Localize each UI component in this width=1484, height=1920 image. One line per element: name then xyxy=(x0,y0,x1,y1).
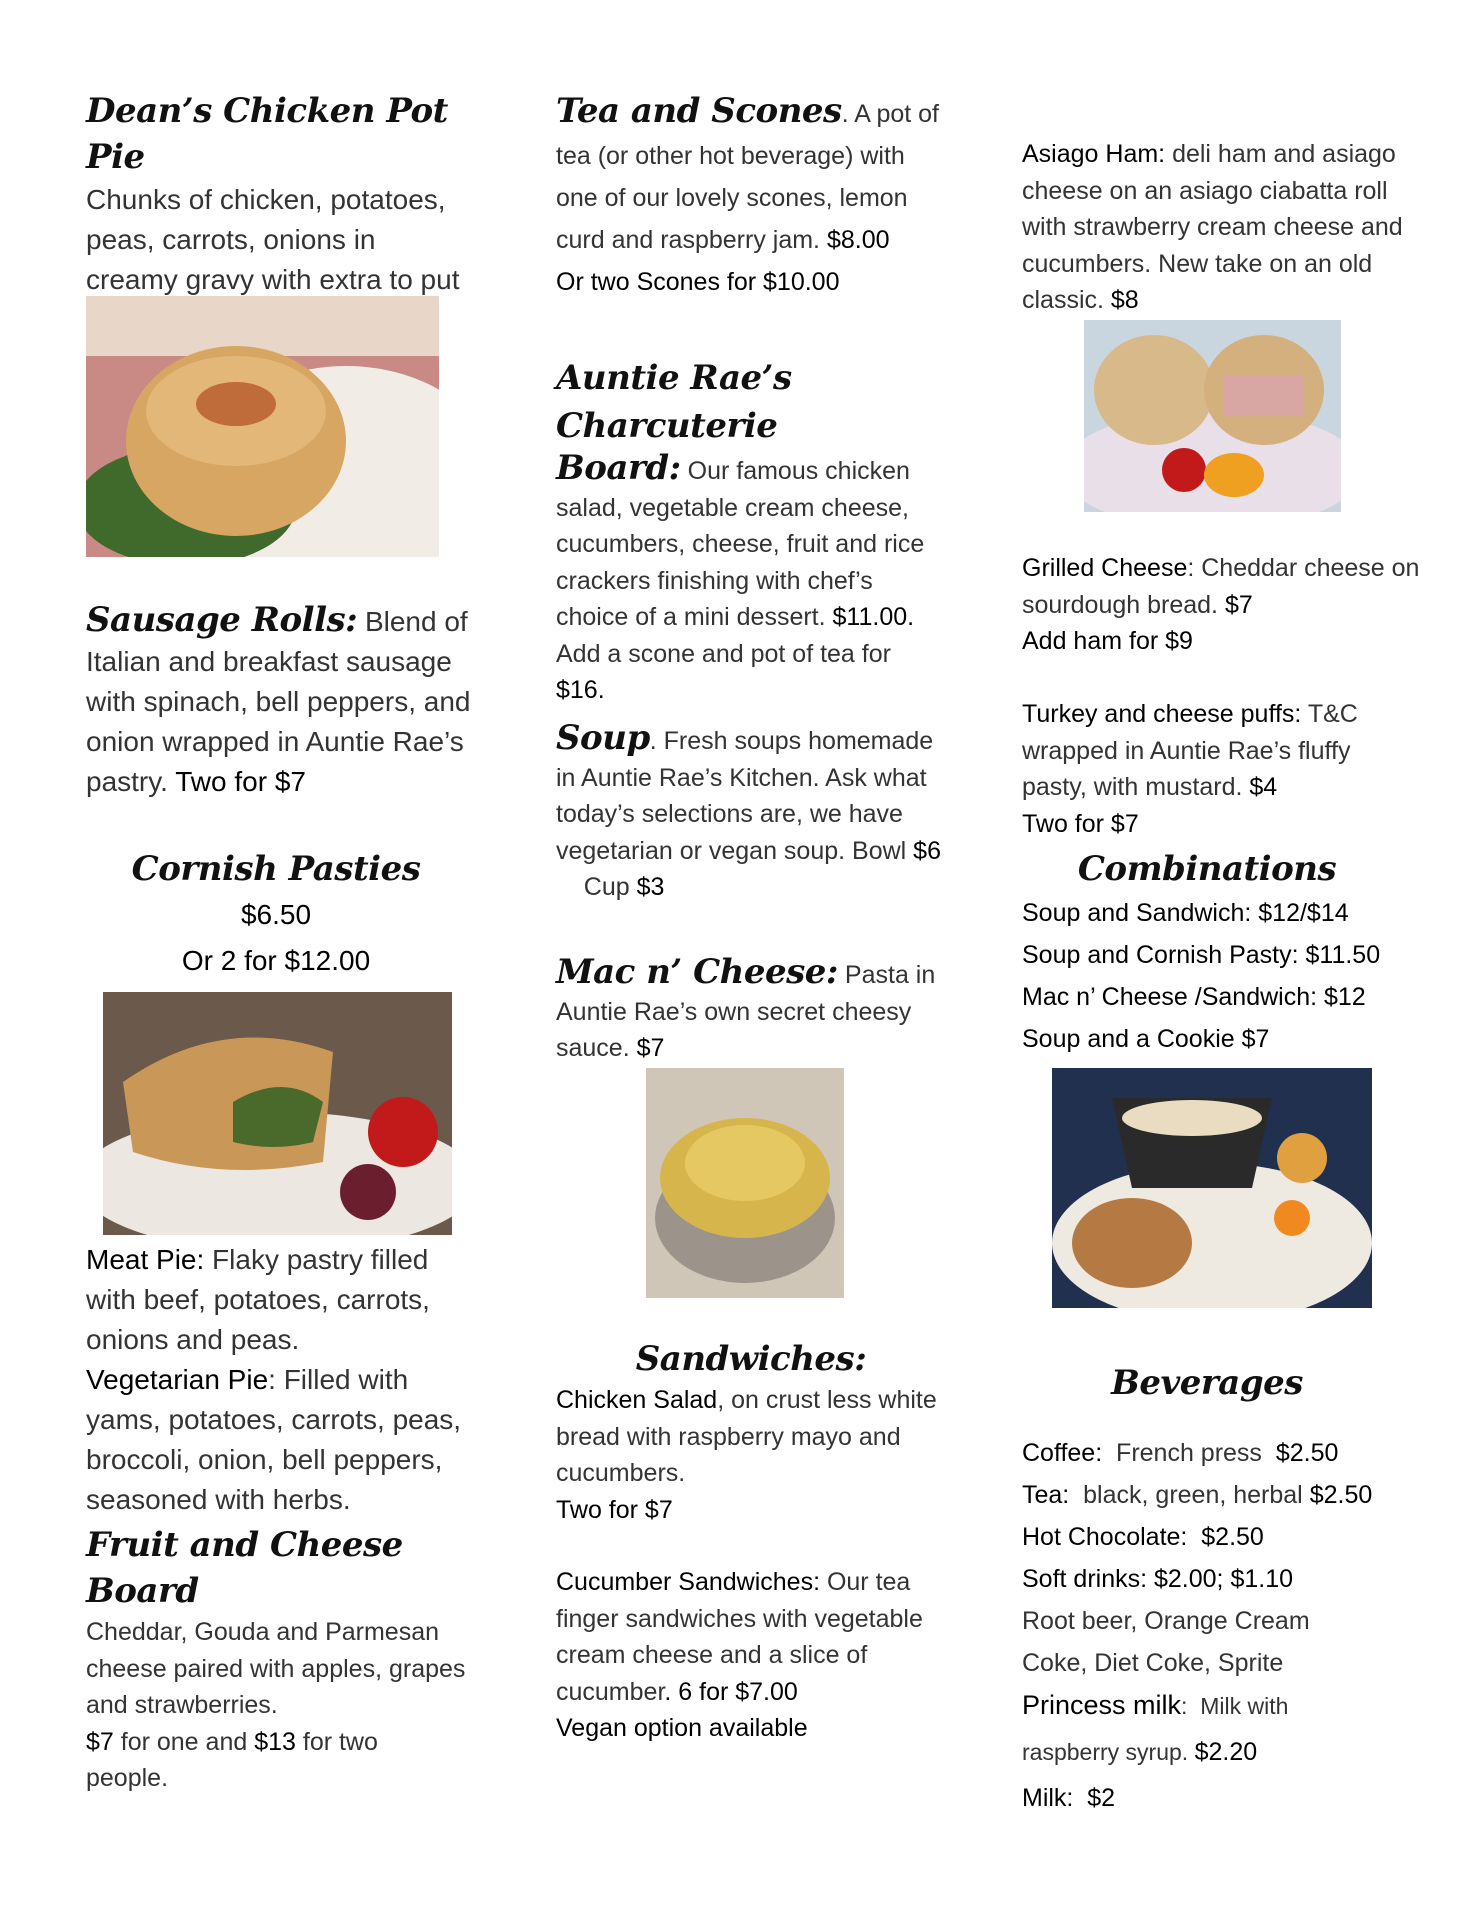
sandwiches-section xyxy=(556,1336,946,1747)
cornish-pasties-section xyxy=(86,846,466,984)
combo-item: Soup and Sandwich: $12/$14 xyxy=(1022,899,1349,927)
cornish-pasties-price: $6.50 xyxy=(240,899,312,930)
soft-drinks-list-one: Root beer, Orange Cream xyxy=(1022,1607,1310,1635)
charcuterie-addon: Add a scone and pot of tea for xyxy=(556,639,891,668)
cornish-pasties-price-two: Or 2 for $12.00 xyxy=(181,945,371,976)
cucumber-sandwich-label: Cucumber Sandwiches: xyxy=(556,1568,821,1596)
beverages-section xyxy=(1022,1360,1432,1819)
soup-cup-label: Cup xyxy=(556,873,637,901)
fruit-cheese-desc: Cheddar, Gouda and Parmesan cheese paired with apples, grapes and strawberries. xyxy=(86,1618,466,1719)
charcuterie-addon-price: $16. xyxy=(556,676,605,704)
tea-label: Tea: xyxy=(1022,1481,1070,1509)
chicken-salad-desc: , on crust less white bread with raspberry mayo and cucumbers. xyxy=(556,1386,937,1487)
vegan-option: Vegan option available xyxy=(556,1714,808,1742)
charcuterie-title-board: Board: xyxy=(556,448,681,488)
asiago-ham-price: $8 xyxy=(1110,286,1139,314)
soup-title: Soup xyxy=(556,718,650,758)
turkey-puffs-label: Turkey and cheese puffs: xyxy=(1022,700,1302,728)
asiago-ham-section xyxy=(1022,136,1422,319)
grilled-cheese-label: Grilled Cheese xyxy=(1022,554,1188,582)
mac-cheese-title: Mac n’ Cheese: xyxy=(556,952,838,992)
tea-price: $2.50 xyxy=(1309,1481,1373,1509)
princess-milk-desc-two: raspberry syrup. xyxy=(1022,1739,1195,1765)
meat-pie-label: Meat Pie: xyxy=(86,1244,205,1275)
combo-item: Mac n’ Cheese /Sandwich: $12 xyxy=(1022,983,1366,1011)
pot-pie-photo xyxy=(86,296,439,557)
fruit-cheese-title: Fruit and Cheese Board xyxy=(86,1525,403,1611)
charcuterie-title: Auntie Rae’s Charcuterie xyxy=(556,358,792,446)
soft-drinks-label: Soft drinks xyxy=(1022,1565,1141,1593)
tea-scones-two: Or two Scones for $10.00 xyxy=(556,268,840,296)
cornish-pasty-photo xyxy=(103,992,452,1235)
meat-pie-desc: Flaky pastry filled with beef, potatoes, carrots, onions and peas. xyxy=(86,1244,430,1355)
combo-item: Soup and Cornish Pasty: $11.50 xyxy=(1022,941,1381,969)
grilled-cheese-desc: : Cheddar cheese on sourdough bread. xyxy=(1022,554,1420,619)
meat-pie-section xyxy=(86,1240,476,1520)
grilled-cheese-section xyxy=(1022,550,1422,660)
pot-pie-desc: Chunks of chicken, potatoes, peas, carrots, onions in creamy gravy with extra to put xyxy=(86,184,460,295)
turkey-puffs-section xyxy=(1022,696,1422,842)
veg-pie-label: Vegetarian Pie xyxy=(86,1364,269,1395)
princess-milk-label: Princess milk xyxy=(1022,1690,1182,1720)
asiago-ham-label: Asiago Ham: xyxy=(1022,140,1166,168)
pot-pie-title: Dean’s Chicken Pot Pie xyxy=(86,91,448,177)
charcuterie-desc: Our famous chicken salad, vegetable cream cheese, cucumbers, cheese, fruit and rice crackers finishing with chef’s choice of a mini dessert. xyxy=(556,457,925,631)
sausage-rolls-price: Two for $7 xyxy=(175,766,306,797)
sausage-rolls-section xyxy=(86,600,476,802)
coffee-price: $2.50 xyxy=(1275,1439,1339,1467)
mac-cheese-section xyxy=(556,954,946,1067)
beverages-title: Beverages xyxy=(1111,1363,1303,1403)
tea-scones-desc: . A pot of tea (or other hot beverage) with one of our lovely scones, lemon curd and raspberry jam. xyxy=(556,100,939,254)
veg-pie-desc: : Filled with yams, potatoes, carrots, peas, broccoli, onion, bell peppers, seasoned with herbs. xyxy=(86,1364,462,1515)
mac-cheese-photo xyxy=(646,1068,844,1298)
fruit-cheese-text-two: for two people. xyxy=(86,1727,378,1792)
cucumber-sandwich-price: . 6 for $7.00 xyxy=(664,1677,798,1706)
asiago-ham-photo xyxy=(1084,320,1341,512)
combo-item: Soup and a Cookie $7 xyxy=(1022,1025,1270,1053)
fruit-cheese-text-one: for one and xyxy=(113,1727,255,1756)
princess-milk-desc: : Milk with xyxy=(1181,1693,1289,1719)
fruit-cheese-section xyxy=(86,1522,466,1797)
soup-combo-photo xyxy=(1052,1068,1372,1308)
soup-section xyxy=(556,720,946,906)
mac-cheese-price: $7 xyxy=(636,1034,665,1062)
sausage-rolls-title: Sausage Rolls: xyxy=(86,600,358,640)
turkey-puffs-desc: T&C wrapped in Auntie Rae’s fluffy pasty, with mustard. xyxy=(1022,700,1358,801)
tea-scones-price: $8.00 xyxy=(826,226,890,254)
charcuterie-section xyxy=(556,354,946,709)
tea-scones-title: Tea and Scones xyxy=(556,91,842,131)
princess-milk-price: $2.20 xyxy=(1194,1738,1258,1766)
combinations-title: Combinations xyxy=(1077,849,1337,889)
turkey-puffs-price: $4 xyxy=(1249,773,1278,801)
chicken-salad-label: Chicken Salad xyxy=(556,1386,718,1414)
charcuterie-price: $11.00. xyxy=(832,603,915,631)
cucumber-sandwich-desc: Our tea finger sandwiches with vegetable cream cheese and a slice of cucumber xyxy=(556,1568,923,1706)
fruit-cheese-price-one: $7 xyxy=(86,1727,114,1756)
cornish-pasties-title: Cornish Pasties xyxy=(131,849,421,889)
soup-desc: . Fresh soups homemade in Auntie Rae’s Kitchen. Ask what today’s selections are, we have vegetarian or vegan soup. Bowl xyxy=(556,727,934,865)
soft-drinks-list-two: Coke, Diet Coke, Sprite xyxy=(1022,1649,1284,1677)
coffee-label: Coffee: xyxy=(1022,1439,1103,1467)
asiago-ham-desc: deli ham and asiago cheese on an asiago ciabatta roll with strawberry cream cheese and cucumbers. New take on an old classic. xyxy=(1022,140,1403,314)
grilled-cheese-addon: Add ham for $9 xyxy=(1022,627,1193,655)
milk: Milk: $2 xyxy=(1022,1784,1116,1812)
tea-desc: black, green, herbal xyxy=(1069,1481,1310,1509)
sausage-rolls-desc: Blend of Italian and breakfast sausage with spinach, bell peppers, and onion wrapped in Auntie Rae’s pastry. xyxy=(86,606,471,797)
grilled-cheese-price: $7 xyxy=(1224,590,1253,619)
soup-bowl-price: $6 xyxy=(913,836,941,865)
tea-scones-section xyxy=(556,90,946,303)
mac-cheese-desc: Pasta in Auntie Rae’s own secret cheesy sauce. xyxy=(556,961,936,1062)
coffee-desc: French press xyxy=(1102,1439,1276,1467)
turkey-puffs-two: Two for $7 xyxy=(1022,809,1139,838)
fruit-cheese-price-two: $13 xyxy=(254,1727,296,1756)
chicken-salad-price: Two for $7 xyxy=(556,1495,673,1524)
soup-cup-price: $3 xyxy=(636,873,665,901)
combinations-section xyxy=(1022,846,1432,1060)
hot-chocolate: Hot Chocolate: $2.50 xyxy=(1022,1523,1264,1551)
soft-drinks-price: : $2.00; $1.10 xyxy=(1140,1565,1294,1593)
sandwiches-title: Sandwiches: xyxy=(635,1339,867,1379)
